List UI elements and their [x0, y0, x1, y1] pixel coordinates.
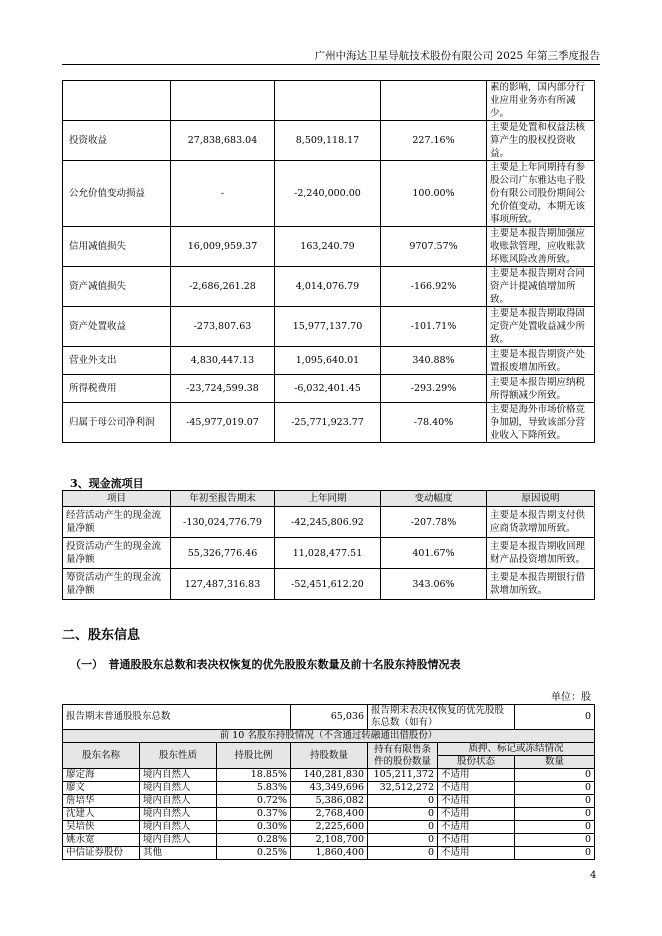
holder-count: 0 [515, 808, 595, 821]
table-row [63, 307, 595, 347]
header-rule [62, 64, 600, 65]
holder-status: 不适用 [438, 795, 515, 808]
table-row [63, 538, 595, 569]
table-row [63, 375, 595, 403]
col-header-count: 数量 [515, 756, 595, 769]
row-change: 9707.57% [381, 227, 487, 267]
page-number: 4 [590, 870, 597, 881]
section-cashflow-title: 3、现金流项目 [70, 477, 144, 490]
row-reason: 主要是海外市场价格竞争加剧，导致该部分营业收入下降所致。 [487, 403, 595, 443]
table-row [63, 227, 595, 267]
holder-restricted: 0 [368, 834, 438, 847]
holder-restricted: 0 [368, 847, 438, 860]
holder-status: 不适用 [438, 821, 515, 834]
row-item: 资产减值损失 [63, 267, 171, 307]
holder-name: 廖文 [63, 782, 140, 795]
row-item: 所得税费用 [63, 375, 171, 403]
row-change: -78.40% [381, 403, 487, 443]
table-row [63, 847, 595, 860]
row-previous: -25,771,923.77 [275, 403, 381, 443]
row-item: 资产处置收益 [63, 307, 171, 347]
row-reason: 素的影响，国内部分行业应用业务亦有所减少。 [487, 81, 595, 121]
holder-name: 詹培华 [63, 795, 140, 808]
holder-qty: 5,386,082 [291, 795, 368, 808]
row-reason: 主要是本报告期对合同资产计提减值增加所致。 [487, 267, 595, 307]
row-change: 340.88% [381, 347, 487, 375]
row-previous: 163,240.79 [275, 227, 381, 267]
holder-name: 廖定海 [63, 769, 140, 782]
row-reason: 主要是本报告期支付供应商货款增加所致。 [487, 507, 595, 538]
row-change: -207.78% [381, 507, 487, 538]
col-header-previous: 上年同期 [275, 491, 381, 507]
holder-nature: 境内自然人 [140, 795, 217, 808]
row-current [171, 81, 275, 121]
row-current: 55,326,776.46 [171, 538, 275, 569]
holder-status: 不适用 [438, 769, 515, 782]
table-row [63, 569, 595, 600]
row-change: -293.29% [381, 375, 487, 403]
holder-status: 不适用 [438, 834, 515, 847]
holder-nature: 境内自然人 [140, 808, 217, 821]
row-change: 401.67% [381, 538, 487, 569]
row-reason: 主要是本报告期取得固定资产处置收益减少所致。 [487, 307, 595, 347]
holder-ratio: 18.85% [217, 769, 291, 782]
row-reason: 主要是本报告期银行借款增加所致。 [487, 569, 595, 600]
table-row [63, 81, 595, 121]
holder-ratio: 0.28% [217, 834, 291, 847]
row-reason: 主要是本报告期收回理财产品投资增加所致。 [487, 538, 595, 569]
table-row [63, 769, 595, 782]
table-row [63, 161, 595, 227]
row-reason: 主要是本报告期资产处置报废增加所致。 [487, 347, 595, 375]
pref-holders-label: 报告期末表决权恢复的优先股股东总数（如有） [368, 705, 515, 730]
row-current: - [171, 161, 275, 227]
holder-restricted: 0 [368, 795, 438, 808]
holder-count: 0 [515, 847, 595, 860]
holder-count: 0 [515, 795, 595, 808]
holder-nature: 境内自然人 [140, 769, 217, 782]
row-item: 归属于母公司净利润 [63, 403, 171, 443]
row-current: -130,024,776.79 [171, 507, 275, 538]
table-row [63, 347, 595, 375]
table-row [63, 267, 595, 307]
table-row [63, 403, 595, 443]
holder-ratio: 0.30% [217, 821, 291, 834]
holder-nature: 境内自然人 [140, 821, 217, 834]
col-header-status: 股份状态 [438, 756, 515, 769]
row-item: 投资收益 [63, 121, 171, 161]
row-previous: -42,245,806.92 [275, 507, 381, 538]
top10-label: 前 10 名股东持股情况（不含通过转融通出借股份） [63, 730, 595, 743]
holder-nature: 境内自然人 [140, 834, 217, 847]
row-previous: 15,977,137.70 [275, 307, 381, 347]
row-item: 经营活动产生的现金流量净额 [63, 507, 171, 538]
holder-nature: 境内自然人 [140, 782, 217, 795]
row-previous: 11,028,477.51 [275, 538, 381, 569]
holder-qty: 140,281,830 [291, 769, 368, 782]
holder-ratio: 0.72% [217, 795, 291, 808]
holder-count: 0 [515, 782, 595, 795]
col-header-pledge: 质押、标记或冻结情况 [438, 743, 595, 756]
holder-name: 吴培侠 [63, 821, 140, 834]
col-header-ratio: 持股比例 [217, 743, 291, 769]
row-current: -273,807.63 [171, 307, 275, 347]
shareholder-table [62, 704, 595, 860]
col-header-restricted: 持有有限售条件的股份数量 [368, 743, 438, 769]
col-header-item: 项目 [63, 491, 171, 507]
income-change-table [62, 80, 595, 443]
col-header-name: 股东名称 [63, 743, 140, 769]
col-header-qty: 持股数量 [291, 743, 368, 769]
row-change: 227.16% [381, 121, 487, 161]
row-previous: -6,032,401.45 [275, 375, 381, 403]
table-row [63, 795, 595, 808]
table-row [63, 834, 595, 847]
row-current: -23,724,599.38 [171, 375, 275, 403]
row-change [381, 81, 487, 121]
holder-count: 0 [515, 821, 595, 834]
holder-name: 中信证券股份 [63, 847, 140, 860]
holder-nature: 其他 [140, 847, 217, 860]
holder-count: 0 [515, 769, 595, 782]
col-header-nature: 股东性质 [140, 743, 217, 769]
total-holders-label: 报告期末普通股股东总数 [63, 705, 291, 730]
row-current: 4,830,447.13 [171, 347, 275, 375]
table-row [63, 808, 595, 821]
holder-ratio: 0.25% [217, 847, 291, 860]
row-previous: -2,240,000.00 [275, 161, 381, 227]
row-item [63, 81, 171, 121]
table-row [63, 782, 595, 795]
holder-name: 沈建人 [63, 808, 140, 821]
row-previous: 1,095,640.01 [275, 347, 381, 375]
row-change: -101.71% [381, 307, 487, 347]
row-previous: 8,509,118.17 [275, 121, 381, 161]
holder-qty: 43,349,696 [291, 782, 368, 795]
row-change: -166.92% [381, 267, 487, 307]
holder-restricted: 0 [368, 808, 438, 821]
row-reason: 主要是本报告期加强应收账款管理，应收账款坏账风险改善所致。 [487, 227, 595, 267]
row-current: 16,009,959.37 [171, 227, 275, 267]
holder-status: 不适用 [438, 782, 515, 795]
report-header: 广州中海达卫星导航技术股份有限公司 2025 年第三季度报告 [314, 50, 600, 62]
holder-restricted: 105,211,372 [368, 769, 438, 782]
table-row [63, 821, 595, 834]
col-header-current: 年初至报告期末 [171, 491, 275, 507]
holder-qty: 2,768,400 [291, 808, 368, 821]
row-change: 100.00% [381, 161, 487, 227]
row-reason: 主要是处置和权益法核算产生的股权投资收益。 [487, 121, 595, 161]
section-shareholder-title: 二、股东信息 [62, 628, 141, 643]
holder-qty: 2,108,700 [291, 834, 368, 847]
col-header-reason: 原因说明 [487, 491, 595, 507]
row-item: 筹资活动产生的现金流量净额 [63, 569, 171, 600]
holder-status: 不适用 [438, 808, 515, 821]
holder-ratio: 5.83% [217, 782, 291, 795]
row-item: 营业外支出 [63, 347, 171, 375]
row-current: 27,838,683.04 [171, 121, 275, 161]
row-change: 343.06% [381, 569, 487, 600]
total-holders-value: 65,036 [291, 705, 368, 730]
holder-status: 不适用 [438, 847, 515, 860]
col-header-change: 变动幅度 [381, 491, 487, 507]
row-previous [275, 81, 381, 121]
cashflow-table [62, 490, 595, 600]
holder-restricted: 32,512,272 [368, 782, 438, 795]
pref-holders-value: 0 [515, 705, 595, 730]
subsection-title: （一） 普通股股东总数和表决权恢复的优先股股东数量及前十名股东持股情况表 [70, 658, 461, 671]
row-item: 信用减值损失 [63, 227, 171, 267]
row-current: -2,686,261.28 [171, 267, 275, 307]
row-current: 127,487,316.83 [171, 569, 275, 600]
holder-ratio: 0.37% [217, 808, 291, 821]
row-current: -45,977,019.07 [171, 403, 275, 443]
row-previous: -52,451,612.20 [275, 569, 381, 600]
row-reason: 主要是上年同期持有参股公司广东雅达电子股份有限公司股份期间公允价值变动，本期无该事项所致。 [487, 161, 595, 227]
table-row [63, 507, 595, 538]
row-item: 投资活动产生的现金流量净额 [63, 538, 171, 569]
table-row [63, 121, 595, 161]
unit-label: 单位：股 [551, 692, 591, 703]
holder-count: 0 [515, 834, 595, 847]
holder-restricted: 0 [368, 821, 438, 834]
holder-qty: 2,225,600 [291, 821, 368, 834]
holder-qty: 1,860,400 [291, 847, 368, 860]
row-reason: 主要是本报告期应纳税所得额减少所致。 [487, 375, 595, 403]
row-item: 公允价值变动损益 [63, 161, 171, 227]
holder-name: 姚永宽 [63, 834, 140, 847]
row-previous: 4,014,076.79 [275, 267, 381, 307]
